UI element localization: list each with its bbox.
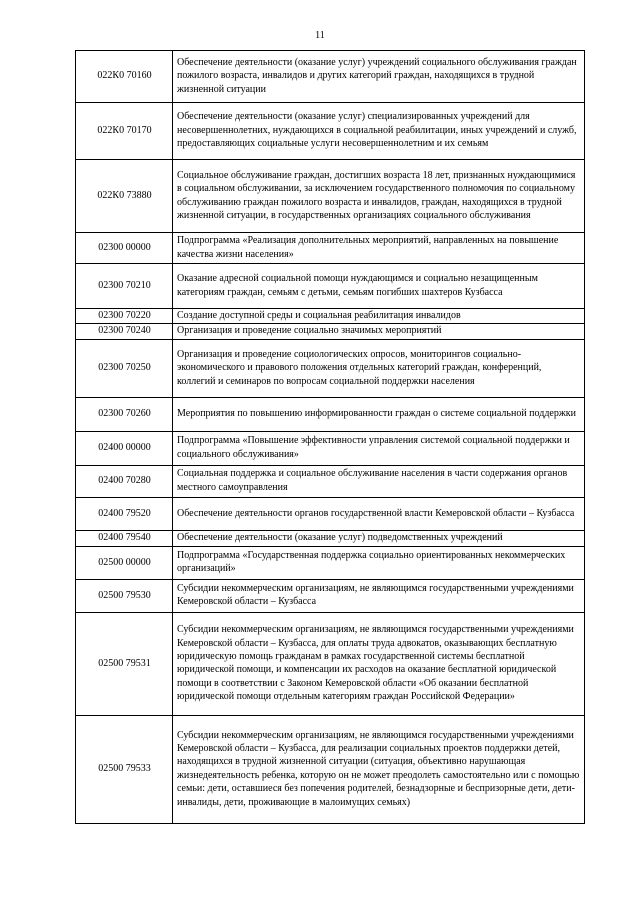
row-description: Социальное обслуживание граждан, достигших возраста 18 лет, признанных нуждающимися в социальном обслуживании, за исключением государственного полномочия по социальному обслуживанию граждан пожилого возраста и инвалидов, граждан, находящихся в трудной жизненной ситуации, в государственных организациях социального обслуживания (173, 160, 585, 233)
row-code: 02300 70260 (76, 397, 173, 431)
table-row (76, 546, 585, 579)
row-code: 02500 00000 (76, 546, 173, 579)
table-row (76, 339, 585, 397)
table-row (76, 233, 585, 264)
row-description: Субсидии некоммерческим организациям, не являющимся государственными учреждениями Кемеровской области – Кузбасса, для реализации социальных проектов поддержки детей, находящихся в трудной жизненной ситуации (ситуация, объективно нарушающая жизнедеятельность ребенка, которую он не может преодолеть самостоятельно или с помощью семьи: дети, оставшиеся без попечения родителей, безнадзорные и беспризорные дети, дети-инвалиды, дети, проживающие в малоимущих семьях) (173, 715, 585, 823)
row-code: 022К0 73880 (76, 160, 173, 233)
row-code: 02500 79530 (76, 579, 173, 612)
table-row (76, 103, 585, 160)
row-code: 02300 00000 (76, 233, 173, 264)
row-description: Мероприятия по повышению информированности граждан о системе социальной поддержки (173, 397, 585, 431)
row-code: 02400 79540 (76, 530, 173, 546)
row-description: Подпрограмма «Повышение эффективности управления системой социальной поддержки и социального обслуживания» (173, 431, 585, 465)
table-row (76, 612, 585, 715)
row-code: 02300 70250 (76, 339, 173, 397)
table-row (76, 465, 585, 497)
budget-classification-table (75, 50, 585, 824)
row-description: Обеспечение деятельности (оказание услуг) специализированных учреждений для несовершеннолетних, нуждающихся в социальной реабилитации, иных учреждений и служб, предоставляющих социальные услуги несовершеннолетним и их семьям (173, 103, 585, 160)
row-code: 02500 79533 (76, 715, 173, 823)
table-row (76, 51, 585, 103)
row-description: Создание доступной среды и социальная реабилитация инвалидов (173, 309, 585, 324)
row-code: 02300 70240 (76, 324, 173, 339)
row-code: 02300 70210 (76, 264, 173, 309)
table-row (76, 160, 585, 233)
row-code: 02400 00000 (76, 431, 173, 465)
row-code: 022К0 70160 (76, 51, 173, 103)
table-row (76, 324, 585, 339)
row-code: 02400 79520 (76, 497, 173, 530)
row-description: Субсидии некоммерческим организациям, не являющимся государственными учреждениями Кемеровской области – Кузбасса, для оплаты труда адвокатов, оказывающих бесплатную юридическую помощь гражданам в рамках государственной системы бесплатной юридической помощи, и компенсации их расходов на оказание бесплатной юридической помощи в соответствии с Законом Кемеровской области «Об оказании бесплатной юридической помощи отдельным категориям граждан Российской Федерации» (173, 612, 585, 715)
table-row (76, 431, 585, 465)
table-row (76, 397, 585, 431)
row-description: Обеспечение деятельности (оказание услуг) учреждений социального обслуживания граждан пожилого возраста, инвалидов и других категорий граждан, находящихся в трудной жизненной ситуации (173, 51, 585, 103)
table-row (76, 579, 585, 612)
row-description: Подпрограмма «Государственная поддержка социально ориентированных некоммерческих организаций» (173, 546, 585, 579)
table-row (76, 264, 585, 309)
row-description: Субсидии некоммерческим организациям, не являющимся государственными учреждениями Кемеровской области – Кузбасса (173, 579, 585, 612)
row-description: Организация и проведение социологических опросов, мониторингов социально-экономического и правового положения отдельных категорий граждан, конференций, коллегий и семинаров по вопросам социальной поддержки населения (173, 339, 585, 397)
row-description: Организация и проведение социально значимых мероприятий (173, 324, 585, 339)
table-row (76, 715, 585, 823)
table-row (76, 530, 585, 546)
row-code: 02300 70220 (76, 309, 173, 324)
page-number: 11 (315, 30, 325, 41)
row-code: 02400 70280 (76, 465, 173, 497)
table-row (76, 497, 585, 530)
row-description: Обеспечение деятельности органов государственной власти Кемеровской области – Кузбасса (173, 497, 585, 530)
row-description: Подпрограмма «Реализация дополнительных мероприятий, направленных на повышение качества жизни населения» (173, 233, 585, 264)
row-code: 02500 79531 (76, 612, 173, 715)
row-description: Оказание адресной социальной помощи нуждающимся и социально незащищенным категориям граждан, семьям с детьми, семьям погибших шахтеров Кузбасса (173, 264, 585, 309)
table-row (76, 309, 585, 324)
row-description: Обеспечение деятельности (оказание услуг) подведомственных учреждений (173, 530, 585, 546)
row-description: Социальная поддержка и социальное обслуживание населения в части содержания органов местного самоуправления (173, 465, 585, 497)
row-code: 022К0 70170 (76, 103, 173, 160)
